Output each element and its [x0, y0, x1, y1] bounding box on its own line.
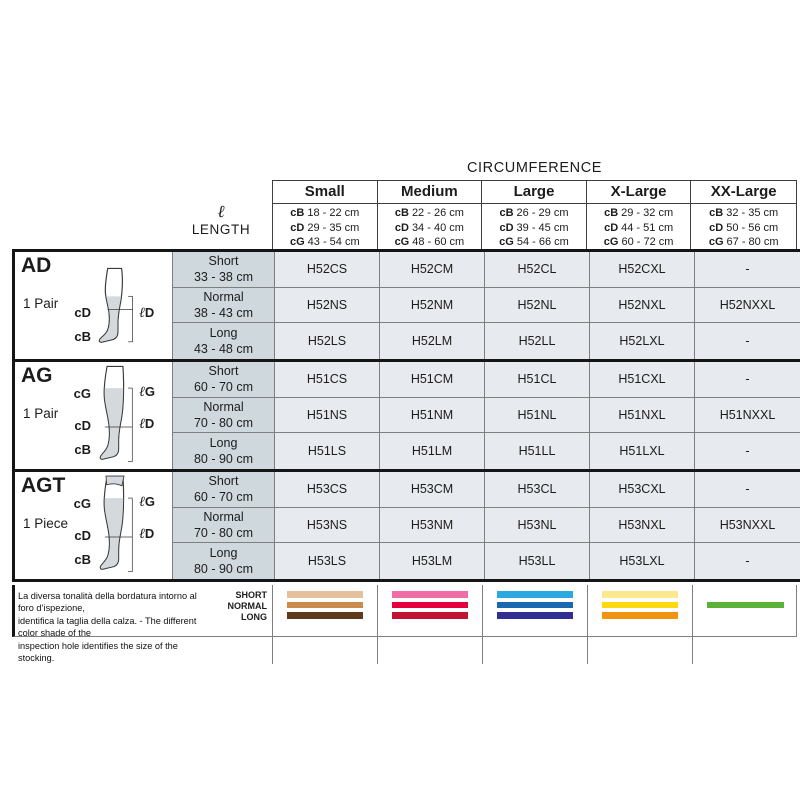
length-name: Short: [208, 474, 239, 489]
color-bar-normal: [497, 602, 574, 609]
length-cell: [173, 362, 275, 398]
code-cell: H51NS: [275, 398, 380, 434]
code-cell: H53CL: [485, 472, 590, 508]
code-cell: H52NXXL: [695, 288, 800, 324]
color-bar-long: [287, 612, 364, 619]
length-range: 43 - 48 cm: [193, 342, 254, 357]
product-info-ad: [15, 252, 173, 359]
meas-prefix: cB: [709, 207, 724, 219]
meas-prefix: cG: [603, 236, 619, 248]
size-measurement-row: [273, 204, 796, 249]
legend-label-long: LONG: [241, 611, 267, 622]
code-cell: -: [695, 543, 800, 579]
meas-prefix: cB: [499, 207, 514, 219]
measurements-medium: [378, 204, 483, 249]
code-cell: H52LM: [380, 323, 485, 359]
length-range: 80 - 90 cm: [193, 562, 254, 577]
length-name: Long: [209, 546, 238, 561]
code-cell: H53LL: [485, 543, 590, 579]
length-letter: G: [144, 384, 155, 399]
code-cell: H53NXL: [590, 508, 695, 544]
code-cell: H51CXL: [590, 362, 695, 398]
code-cell: -: [695, 252, 800, 288]
code-cell: H52CM: [380, 252, 485, 288]
color-bar-long: [392, 612, 469, 619]
length-letter: D: [144, 305, 155, 320]
meas-value: 22 - 26 cm: [411, 207, 464, 219]
code-cell: H52NM: [380, 288, 485, 324]
product-section-ag: [15, 362, 800, 472]
legend-note: [18, 590, 214, 664]
agt-rows: [173, 472, 800, 579]
size-name-row: [273, 181, 796, 204]
code-cell: H52NXL: [590, 288, 695, 324]
meas-value: 67 - 80 cm: [726, 236, 779, 248]
length-point-label: [139, 494, 155, 511]
length-label: LENGTH: [191, 222, 251, 237]
length-name: Normal: [203, 289, 244, 304]
code-cell: H51LM: [380, 433, 485, 469]
meas-value: 18 - 22 cm: [307, 207, 360, 219]
code-cell: H52LS: [275, 323, 380, 359]
code-cell: H51LS: [275, 433, 380, 469]
length-point-label: [139, 416, 154, 433]
code-cell: H53LS: [275, 543, 380, 579]
length-name: Normal: [203, 399, 244, 414]
length-cell: [173, 323, 275, 359]
code-cell: H53CS: [275, 472, 380, 508]
length-symbol: ℓ: [139, 526, 145, 542]
length-symbol: ℓ: [139, 384, 145, 400]
code-cell: H51NXL: [590, 398, 695, 434]
code-cell: H53NS: [275, 508, 380, 544]
code-cell: H51LXL: [590, 433, 695, 469]
color-legend: [12, 585, 797, 664]
code-cell: H51CL: [485, 362, 590, 398]
circumference-point-label: cD: [74, 418, 91, 433]
length-range: 60 - 70 cm: [193, 490, 254, 505]
size-header-large: Large: [482, 181, 587, 204]
length-cell: [173, 288, 275, 324]
product-section-agt: [15, 472, 800, 579]
code-cell: H52NL: [485, 288, 590, 324]
length-point-label: [139, 526, 154, 543]
code-cell: -: [695, 323, 800, 359]
meas-prefix: cG: [499, 236, 514, 248]
code-cell: H52CS: [275, 252, 380, 288]
code-cell: H53NXXL: [695, 508, 800, 544]
code-cell: H51NXXL: [695, 398, 800, 434]
length-column-header: [170, 203, 272, 239]
product-pack: 1 Pair: [23, 296, 59, 311]
meas-value: 32 - 35 cm: [726, 207, 779, 219]
meas-prefix: cD: [290, 221, 305, 234]
swatch-xxlarge: [693, 585, 798, 664]
length-name: Long: [209, 436, 238, 451]
legend-label-normal: NORMAL: [227, 600, 267, 611]
meas-prefix: cD: [604, 221, 619, 234]
product-name: AGT: [21, 474, 66, 497]
swatch-xlarge: [588, 585, 693, 664]
circumference-point-label: cB: [74, 329, 91, 344]
product-pack: 1 Piece: [23, 516, 69, 531]
length-symbol: ℓ: [217, 202, 225, 222]
measurements-xlarge: [587, 204, 692, 249]
code-cell: H53NL: [485, 508, 590, 544]
measurements-xxlarge: [691, 204, 796, 249]
size-header-medium: Medium: [378, 181, 483, 204]
meas-value: 39 - 45 cm: [516, 221, 569, 234]
length-letter: D: [144, 526, 155, 541]
code-cell: -: [695, 472, 800, 508]
meas-value: 48 - 60 cm: [412, 236, 465, 248]
product-info-ag: [15, 362, 173, 469]
code-cell: H52LL: [485, 323, 590, 359]
length-point-label: [139, 384, 155, 401]
circumference-point-label: cB: [74, 442, 91, 457]
code-cell: H51CM: [380, 362, 485, 398]
length-point-label: [139, 305, 154, 322]
size-header-xxlarge: XX-Large: [691, 181, 796, 204]
code-cell: -: [695, 433, 800, 469]
color-bar-normal: [392, 602, 469, 609]
legend-note-line: inspection hole identifies the size of the stocking.: [18, 640, 178, 664]
length-range: 38 - 43 cm: [193, 305, 254, 320]
color-bar-short: [497, 591, 574, 598]
meas-value: 43 - 54 cm: [307, 236, 360, 248]
color-bar-short: [602, 591, 679, 598]
code-cell: H51NM: [380, 398, 485, 434]
circumference-point-label: cB: [74, 552, 91, 567]
length-symbol: ℓ: [139, 416, 145, 432]
meas-prefix: cG: [394, 236, 410, 248]
meas-value: 29 - 35 cm: [307, 221, 360, 234]
length-letter: G: [144, 494, 155, 509]
circumference-point-label: cG: [73, 496, 91, 511]
size-header-xlarge: X-Large: [587, 181, 692, 204]
product-section-ad: [15, 252, 800, 362]
code-cell: H52LXL: [590, 323, 695, 359]
length-cell: [173, 543, 275, 579]
length-range: 60 - 70 cm: [193, 380, 254, 395]
length-name: Normal: [203, 509, 244, 524]
code-cell: H51CS: [275, 362, 380, 398]
leg-diagram-ad-icon: [93, 255, 137, 356]
length-cell: [173, 398, 275, 434]
length-name: Short: [208, 364, 239, 379]
meas-prefix: cG: [708, 236, 724, 248]
color-bar-long: [497, 612, 574, 619]
code-cell: H52NS: [275, 288, 380, 324]
code-cell: -: [695, 362, 800, 398]
meas-prefix: cD: [709, 221, 724, 234]
meas-prefix: cB: [604, 207, 619, 219]
product-info-agt: [15, 472, 173, 579]
leg-diagram-ag-icon: [93, 365, 137, 466]
meas-value: 29 - 32 cm: [621, 207, 674, 219]
product-code-table: [12, 249, 800, 582]
meas-value: 44 - 51 cm: [621, 221, 674, 234]
product-name: AG: [21, 364, 53, 387]
meas-prefix: cD: [499, 221, 514, 234]
legend-label-short: SHORT: [235, 590, 267, 600]
code-cell: H51NL: [485, 398, 590, 434]
code-cell: H53CM: [380, 472, 485, 508]
swatch-small: [273, 585, 378, 664]
code-cell: H53NM: [380, 508, 485, 544]
circumference-point-label: cD: [74, 305, 91, 320]
size-header-small: Small: [273, 181, 378, 204]
meas-value: 54 - 66 cm: [516, 236, 569, 248]
length-range: 33 - 38 cm: [193, 270, 254, 285]
circumference-point-label: cD: [74, 528, 91, 543]
length-cell: [173, 508, 275, 544]
code-cell: H52CL: [485, 252, 590, 288]
code-cell: H52CXL: [590, 252, 695, 288]
size-header-table: [272, 180, 797, 250]
circumference-point-label: cG: [73, 386, 91, 401]
length-name: Long: [209, 326, 238, 341]
color-bar-normal: [287, 602, 364, 609]
color-bar-long: [602, 612, 679, 619]
meas-prefix: cD: [394, 221, 409, 234]
meas-prefix: cB: [394, 207, 409, 219]
meas-prefix: cB: [290, 207, 305, 219]
meas-value: 50 - 56 cm: [726, 221, 779, 234]
measurements-small: [273, 204, 378, 249]
length-letter: D: [144, 416, 155, 431]
length-cell: [173, 433, 275, 469]
leg-diagram-agt-icon: [93, 475, 137, 576]
code-cell: H53LM: [380, 543, 485, 579]
color-bar-short: [392, 591, 469, 598]
ag-rows: [173, 362, 800, 469]
length-range: 80 - 90 cm: [193, 452, 254, 467]
legend-note-line: La diversa tonalità della bordatura intorno al foro d’ispezione,: [18, 591, 197, 614]
length-range: 70 - 80 cm: [193, 525, 254, 540]
circumference-title: CIRCUMFERENCE: [466, 160, 603, 176]
meas-value: 26 - 29 cm: [516, 207, 569, 219]
swatch-large: [483, 585, 588, 664]
ad-rows: [173, 252, 800, 359]
color-bar-normal: [707, 602, 785, 609]
length-range: 70 - 80 cm: [193, 415, 254, 430]
code-cell: H53LXL: [590, 543, 695, 579]
meas-value: 60 - 72 cm: [621, 236, 674, 248]
product-name: AD: [21, 254, 52, 277]
length-symbol: ℓ: [139, 494, 145, 510]
length-name: Short: [208, 254, 239, 269]
meas-prefix: cG: [289, 236, 305, 248]
color-bar-short: [287, 591, 364, 598]
measurements-large: [482, 204, 587, 249]
legend-text-cell: [15, 585, 273, 664]
length-symbol: ℓ: [139, 305, 145, 321]
code-cell: H51LL: [485, 433, 590, 469]
code-cell: H53CXL: [590, 472, 695, 508]
product-pack: 1 Pair: [23, 406, 59, 421]
color-bar-normal: [602, 602, 679, 609]
meas-value: 34 - 40 cm: [411, 221, 464, 234]
swatch-medium: [378, 585, 483, 664]
legend-length-labels: [214, 590, 270, 664]
legend-note-line: identifica la taglia della calza. - The different color shade of the: [18, 615, 197, 639]
length-cell: [173, 252, 275, 288]
length-cell: [173, 472, 275, 508]
